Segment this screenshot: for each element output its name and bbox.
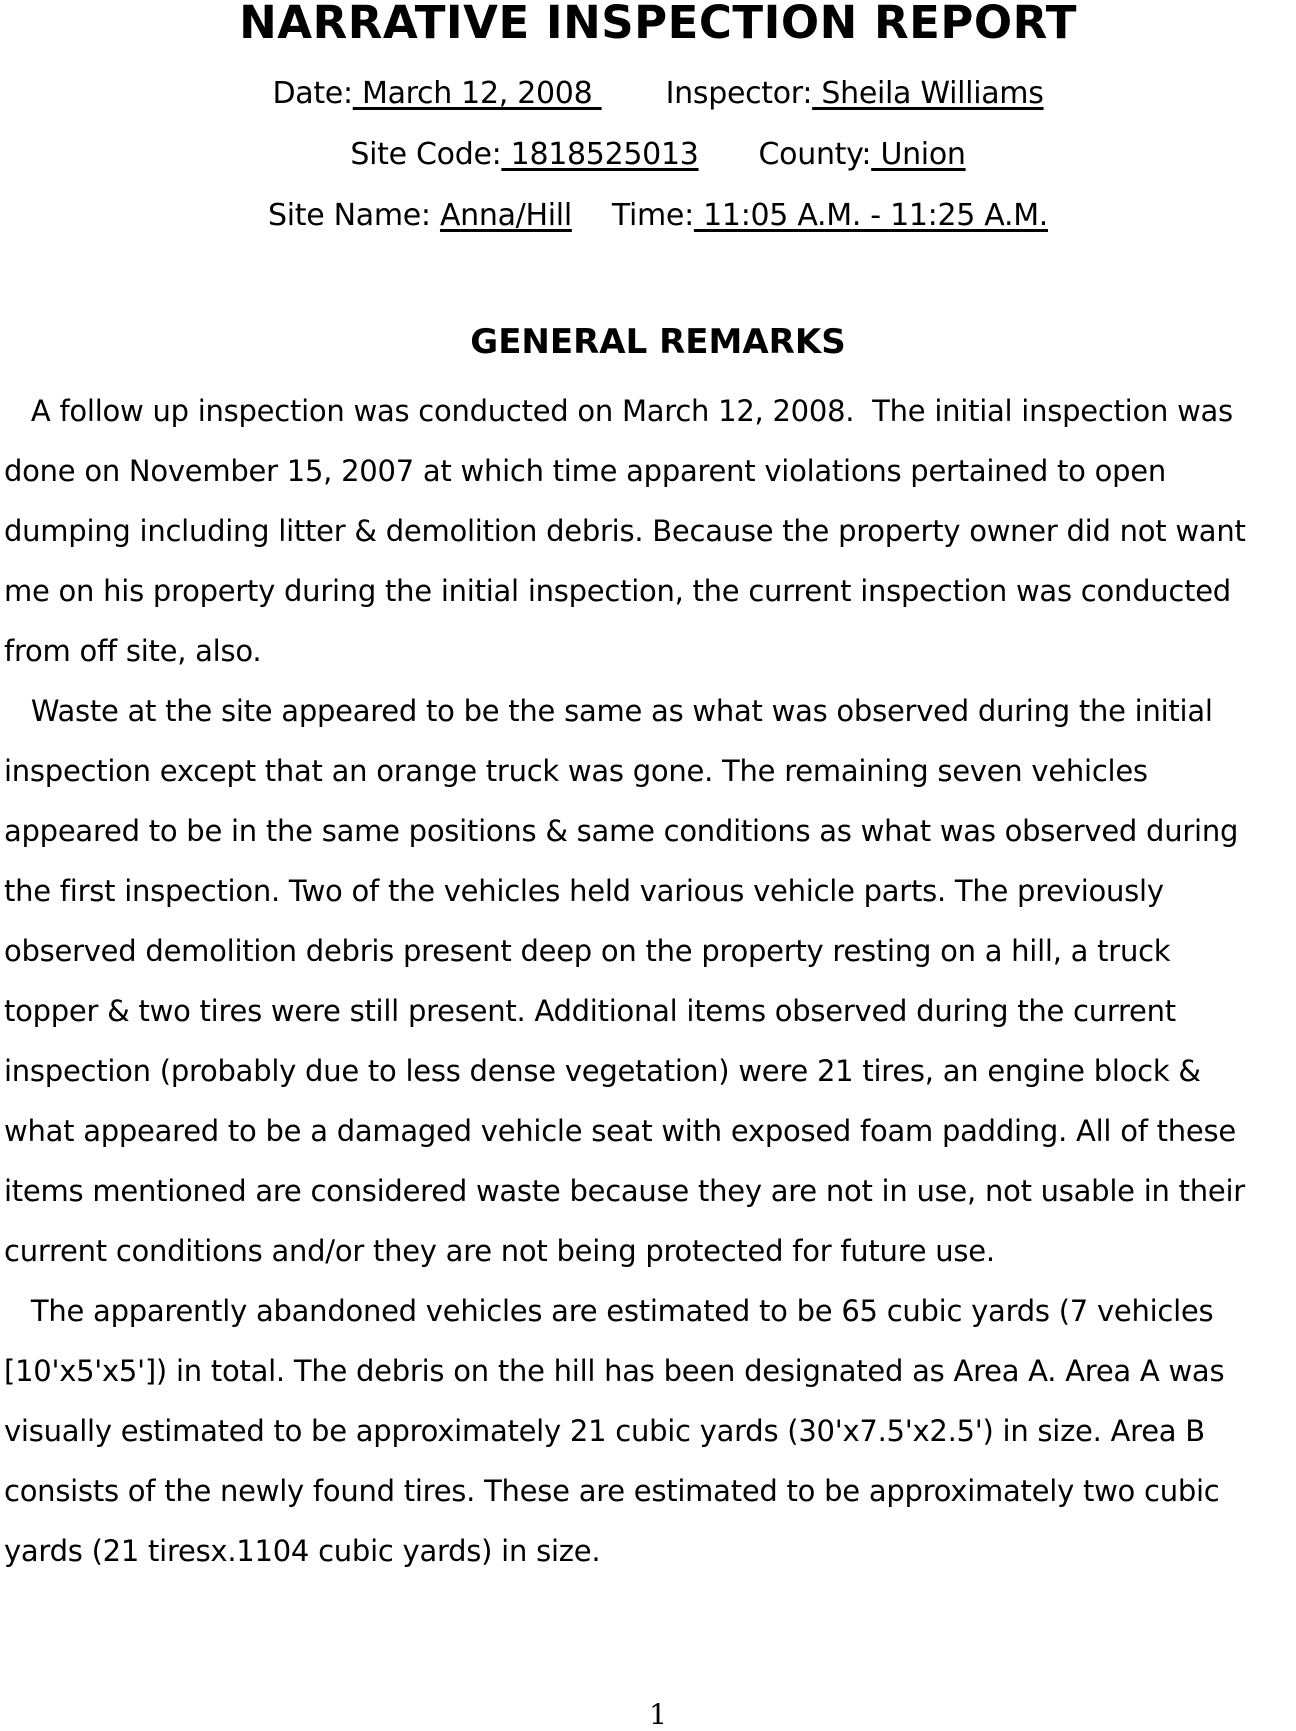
paragraph-2 (4, 681, 1294, 1281)
county-field (759, 137, 966, 172)
paragraph-1 (4, 381, 1294, 681)
date-field (272, 76, 601, 111)
site-name-field (268, 198, 572, 233)
text-line: visually estimated to be approximately 21 cubic yards (30'x7.5'x2.5') in size. Area B (4, 1414, 1205, 1448)
county-label: County: (758, 137, 872, 172)
text-line: [10'x5'x5']) in total. The debris on the hill has been designated as Area A. Area A was (4, 1354, 1225, 1388)
inspector-field (666, 76, 1044, 111)
site-code-label: Site Code: (350, 137, 502, 172)
site-name-value: Anna/Hill (439, 198, 572, 233)
text-line: appeared to be in the same positions & same conditions as what was observed during (4, 814, 1239, 848)
time-label: Time: (611, 198, 694, 233)
text-line: what appeared to be a damaged vehicle seat with exposed foam padding. All of these (4, 1114, 1236, 1148)
date-value: March 12, 2008 (352, 76, 602, 111)
text-line: dumping including litter & demolition debris. Because the property owner did not want (4, 514, 1246, 548)
header-line-date-inspector (0, 76, 1296, 111)
text-line: items mentioned are considered waste because they are not in use, not usable in their (4, 1174, 1245, 1208)
paragraph-3 (4, 1281, 1294, 1581)
site-name-label: Site Name: (267, 198, 440, 233)
text-line: topper & two tires were still present. Additional items observed during the current (4, 994, 1176, 1028)
text-line: me on his property during the initial inspection, the current inspection was conducted (4, 574, 1231, 608)
text-line: Waste at the site appeared to be the same as what was observed during the initial (4, 694, 1213, 728)
text-line: from off site, also. (4, 634, 262, 668)
section-title-general-remarks: GENERAL REMARKS (470, 322, 846, 362)
inspector-value: Sheila Williams (812, 76, 1044, 111)
text-line: The apparently abandoned vehicles are estimated to be 65 cubic yards (7 vehicles (4, 1294, 1214, 1328)
text-line: done on November 15, 2007 at which time apparent violations pertained to open (4, 454, 1166, 488)
date-label: Date: (272, 76, 353, 111)
header-line-sitename-time (0, 198, 1296, 233)
text-line: A follow up inspection was conducted on March 12, 2008. The initial inspection was (4, 394, 1233, 428)
text-line: consists of the newly found tires. These are estimated to be approximately two cubic (4, 1474, 1220, 1508)
text-line: inspection except that an orange truck was gone. The remaining seven vehicles (4, 754, 1148, 788)
text-line: observed demolition debris present deep on the property resting on a hill, a truck (4, 934, 1171, 968)
report-title: NARRATIVE INSPECTION REPORT (239, 0, 1077, 49)
text-line: inspection (probably due to less dense vegetation) were 21 tires, an engine block & (4, 1054, 1201, 1088)
time-field (612, 198, 1048, 233)
site-code-value: 1818525013 (501, 137, 699, 172)
text-line: current conditions and/or they are not being protected for future use. (4, 1234, 995, 1268)
inspector-label: Inspector: (665, 76, 813, 111)
time-value: 11:05 A.M. - 11:25 A.M. (693, 198, 1049, 233)
header-line-sitecode-county (0, 137, 1296, 172)
text-line: the first inspection. Two of the vehicles held various vehicle parts. The previously (4, 874, 1164, 908)
text-line: yards (21 tiresx.1104 cubic yards) in size. (4, 1534, 601, 1568)
page-number: 1 (649, 1698, 667, 1731)
site-code-field (350, 137, 698, 172)
county-value: Union (871, 137, 966, 172)
